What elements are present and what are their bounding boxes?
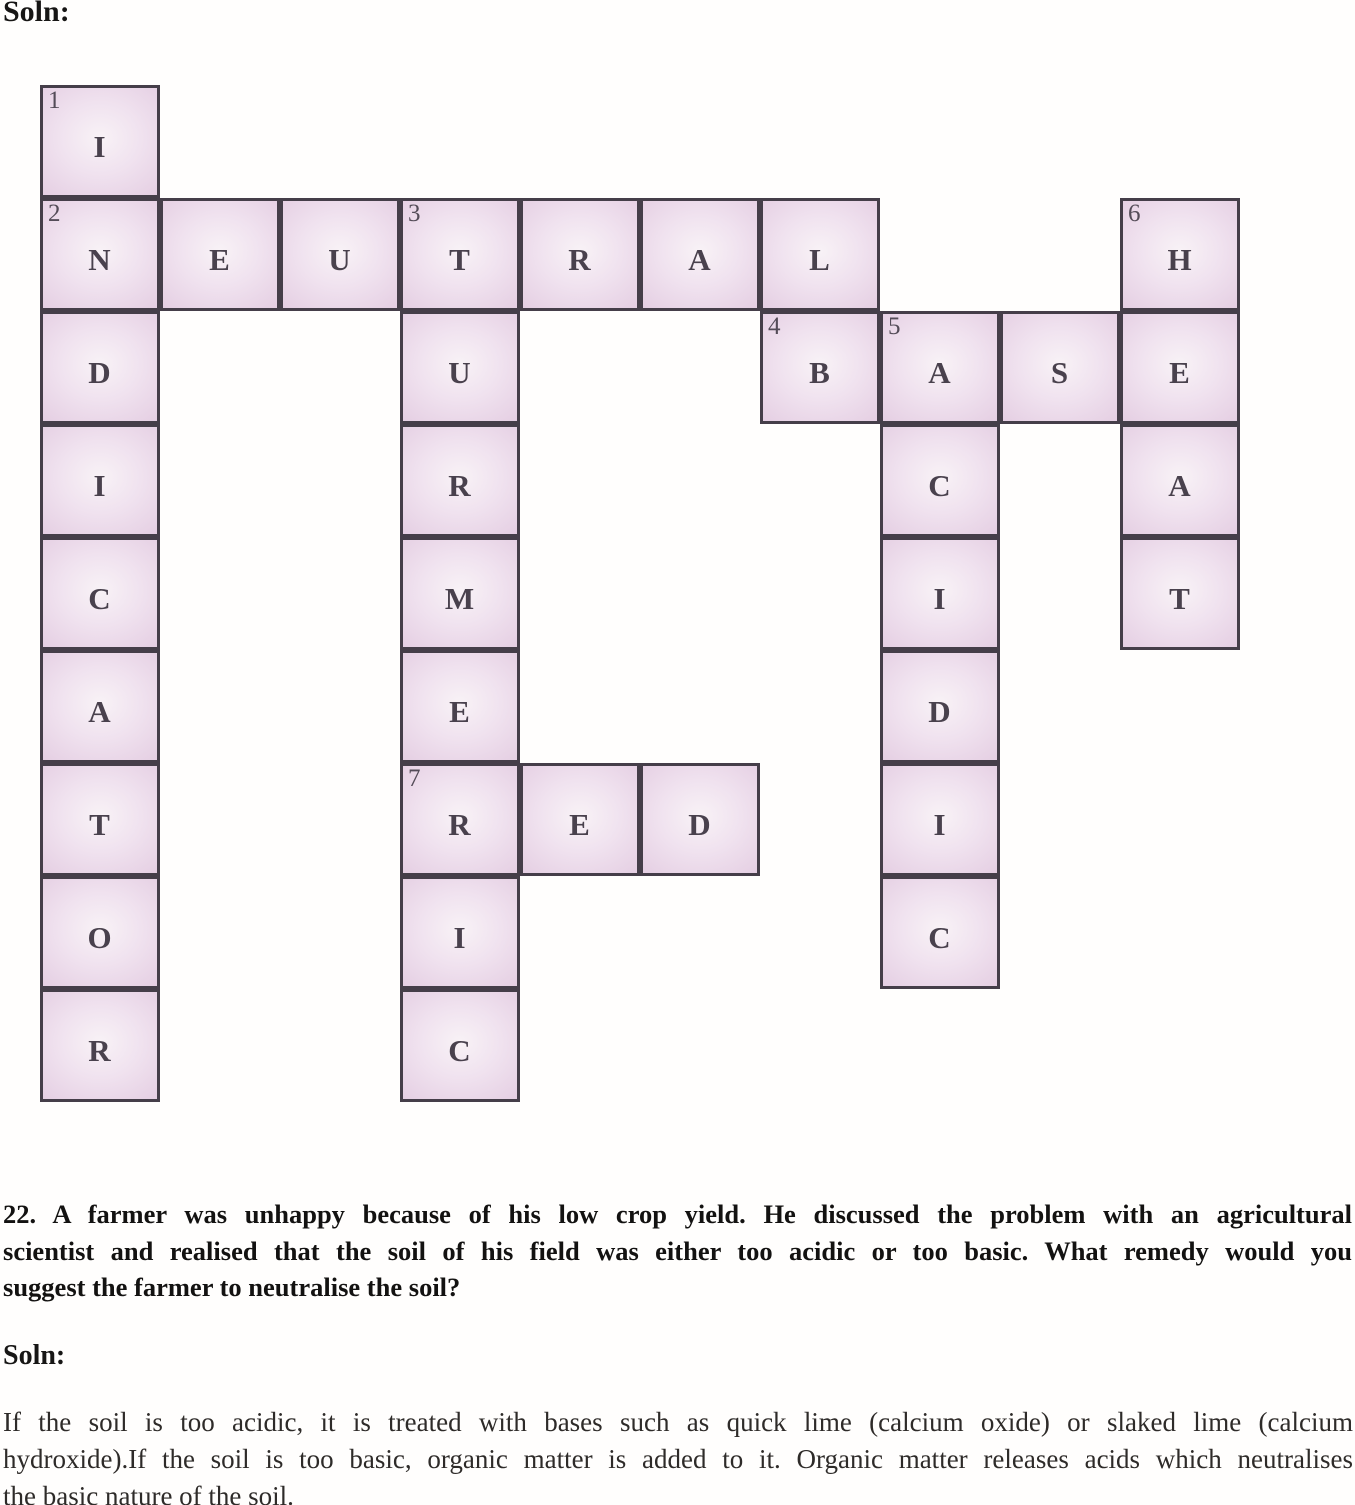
- crossword-cell-r1-c3: [400, 198, 520, 311]
- cell-letter: C: [88, 580, 112, 616]
- cell-letter: R: [568, 241, 592, 277]
- cell-letter: H: [1167, 241, 1193, 277]
- crossword-cell-r4-c9: [1120, 537, 1240, 650]
- crossword-cell-r6-c4: [520, 763, 640, 876]
- answer-line-2: hydroxide).If the soil is too basic, organic matter is added to it. Organic matter releases acids which neutralises: [3, 1444, 1353, 1474]
- clue-number-4: 4: [768, 313, 781, 340]
- cell-letter: I: [933, 806, 947, 842]
- crossword-cell-r5-c3: [400, 650, 520, 763]
- cell-letter: I: [93, 467, 107, 503]
- crossword-cell-r7-c3: [400, 876, 520, 989]
- cell-letter: D: [688, 806, 712, 842]
- crossword-cell-r1-c1: [160, 198, 280, 311]
- crossword-cell-r8-c0: [40, 989, 160, 1102]
- crossword-cell-r2-c8: [1000, 311, 1120, 424]
- crossword-cell-r5-c0: [40, 650, 160, 763]
- cell-letter: A: [928, 354, 952, 390]
- cell-letter: S: [1050, 354, 1070, 390]
- cell-letter: A: [1168, 467, 1192, 503]
- crossword-cell-r7-c7: [880, 876, 1000, 989]
- crossword-cell-r1-c4: [520, 198, 640, 311]
- cell-letter: R: [88, 1032, 112, 1068]
- clue-number-1: 1: [48, 87, 61, 114]
- cell-letter: E: [209, 241, 231, 277]
- crossword-cell-r3-c0: [40, 424, 160, 537]
- clue-number-6: 6: [1128, 200, 1141, 227]
- crossword-cell-r2-c3: [400, 311, 520, 424]
- crossword-cell-r4-c3: [400, 537, 520, 650]
- cell-letter: M: [444, 580, 476, 616]
- cell-letter: E: [569, 806, 591, 842]
- crossword-cell-r0-c0: [40, 85, 160, 198]
- cell-letter: A: [688, 241, 712, 277]
- cell-letter: R: [448, 806, 472, 842]
- crossword-cell-r4-c0: [40, 537, 160, 650]
- cell-letter: R: [448, 467, 472, 503]
- question-line-1: 22. A farmer was unhappy because of his low crop yield. He discussed the problem with an agricultural: [3, 1199, 1352, 1229]
- crossword-cell-r4-c7: [880, 537, 1000, 650]
- cell-letter: T: [89, 806, 111, 842]
- crossword-cell-r6-c5: [640, 763, 760, 876]
- cell-letter: E: [1169, 354, 1191, 390]
- cell-letter: I: [453, 919, 467, 955]
- crossword-cell-r6-c3: [400, 763, 520, 876]
- crossword-cell-r1-c2: [280, 198, 400, 311]
- cell-letter: U: [328, 241, 352, 277]
- crossword-cell-r8-c3: [400, 989, 520, 1102]
- crossword-cell-r3-c7: [880, 424, 1000, 537]
- cell-letter: E: [449, 693, 471, 729]
- answer-line-1: If the soil is too acidic, it is treated with bases such as quick lime (calcium oxide) or slaked lime (calcium: [3, 1407, 1353, 1437]
- crossword-cell-r2-c6: [760, 311, 880, 424]
- cell-letter: N: [88, 241, 112, 277]
- cell-letter: L: [809, 241, 831, 277]
- cell-letter: D: [928, 693, 952, 729]
- crossword-cell-r3-c9: [1120, 424, 1240, 537]
- crossword-cell-r1-c5: [640, 198, 760, 311]
- clue-number-3: 3: [408, 200, 421, 227]
- crossword-cell-r6-c0: [40, 763, 160, 876]
- cell-letter: A: [88, 693, 112, 729]
- crossword-cell-r7-c0: [40, 876, 160, 989]
- crossword-cell-r1-c6: [760, 198, 880, 311]
- crossword-cell-r5-c7: [880, 650, 1000, 763]
- cell-letter: I: [93, 128, 107, 164]
- clue-number-2: 2: [48, 200, 61, 227]
- answer-line-3: the basic nature of the soil.: [3, 1481, 294, 1505]
- crossword-cell-r2-c9: [1120, 311, 1240, 424]
- clue-number-5: 5: [888, 313, 901, 340]
- soln-label-bottom: Soln:: [3, 1340, 66, 1371]
- question-line-3: suggest the farmer to neutralise the soil?: [3, 1272, 461, 1302]
- cell-letter: I: [933, 580, 947, 616]
- crossword-cell-r2-c0: [40, 311, 160, 424]
- cell-letter: C: [448, 1032, 472, 1068]
- cell-letter: O: [87, 919, 113, 955]
- cell-letter: C: [928, 467, 952, 503]
- crossword-cell-r1-c0: [40, 198, 160, 311]
- cell-letter: C: [928, 919, 952, 955]
- crossword-cell-r1-c9: [1120, 198, 1240, 311]
- cell-letter: D: [88, 354, 112, 390]
- crossword-cell-r6-c7: [880, 763, 1000, 876]
- crossword-cell-r2-c7: [880, 311, 1000, 424]
- question-line-2: scientist and realised that the soil of his field was either too acidic or too basic. What remedy would you: [3, 1235, 1352, 1266]
- cell-letter: T: [1169, 580, 1191, 616]
- soln-label-top: Soln:: [3, 0, 70, 28]
- cell-letter: B: [809, 354, 831, 390]
- question-22: [3, 1196, 1352, 1306]
- answer-paragraph: [3, 1404, 1353, 1505]
- cell-letter: U: [448, 354, 472, 390]
- clue-number-7: 7: [408, 765, 421, 792]
- crossword-cell-r3-c3: [400, 424, 520, 537]
- cell-letter: T: [449, 241, 471, 277]
